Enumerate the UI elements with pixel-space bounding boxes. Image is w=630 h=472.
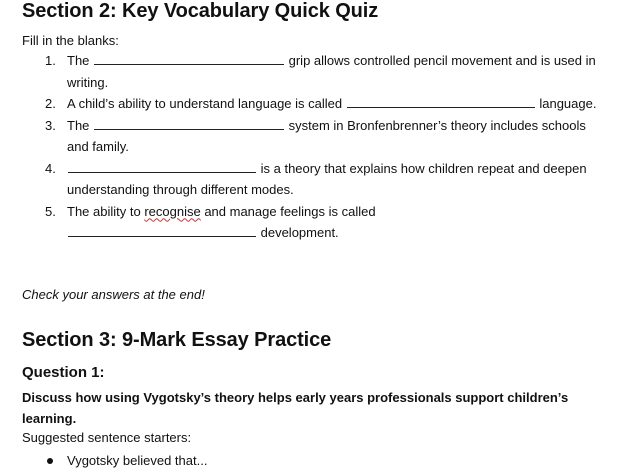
starters-list <box>22 450 207 471</box>
bullet-icon <box>47 458 53 464</box>
item-text-before: A child’s ability to understand language is called <box>67 96 346 111</box>
item-text-after: development. <box>257 225 339 240</box>
item-text-before: The <box>67 53 94 68</box>
quiz-item-5 <box>22 201 602 244</box>
item-number: 5. <box>45 203 56 219</box>
section-2-title: Section 2: Key Vocabulary Quick Quiz <box>22 0 379 22</box>
answer-blank-2[interactable] <box>347 95 535 108</box>
answer-blank-1[interactable] <box>94 52 284 65</box>
item-number: 3. <box>45 117 56 133</box>
question-text: Discuss how using Vygotsky’s theory helps early years professionals support children’s learning. <box>22 390 569 426</box>
answer-blank-4[interactable] <box>68 160 256 173</box>
starters-label: Suggested sentence starters: <box>22 430 192 445</box>
quiz-list <box>22 50 602 244</box>
quiz-item-1 <box>22 50 602 93</box>
item-text-after: grip allows controlled pencil movement and is used in writing. <box>67 53 596 90</box>
starter-text: Vygotsky believed that... <box>67 453 208 468</box>
check-answers-note: Check your answers at the end! <box>22 287 205 302</box>
starter-item <box>22 450 207 471</box>
quiz-item-3 <box>22 115 602 158</box>
item-text-before: The <box>67 117 94 133</box>
item-text-after: system in Bronfenbrenner’s theory includes schools and family. <box>67 117 586 154</box>
section-3-title: Section 3: 9-Mark Essay Practice <box>22 329 332 351</box>
spellcheck-word: recognise <box>144 203 201 219</box>
quiz-item-4 <box>22 158 602 201</box>
item-number: 4. <box>45 160 56 176</box>
question-heading: Question 1: <box>22 364 105 381</box>
item-text-after: is a theory that explains how children repeat and deepen understanding through different modes. <box>67 160 587 197</box>
quiz-item-2 <box>22 93 602 115</box>
item-number: 2. <box>45 96 56 111</box>
quiz-instructions: Fill in the blanks: <box>22 33 119 48</box>
item-number: 1. <box>45 53 56 68</box>
item-text-before: The ability to <box>67 203 145 219</box>
item-text-before-2: and manage feelings is called <box>200 203 376 219</box>
item-text-after: language. <box>535 96 597 111</box>
answer-blank-5[interactable] <box>68 224 256 237</box>
answer-blank-3[interactable] <box>94 117 284 130</box>
